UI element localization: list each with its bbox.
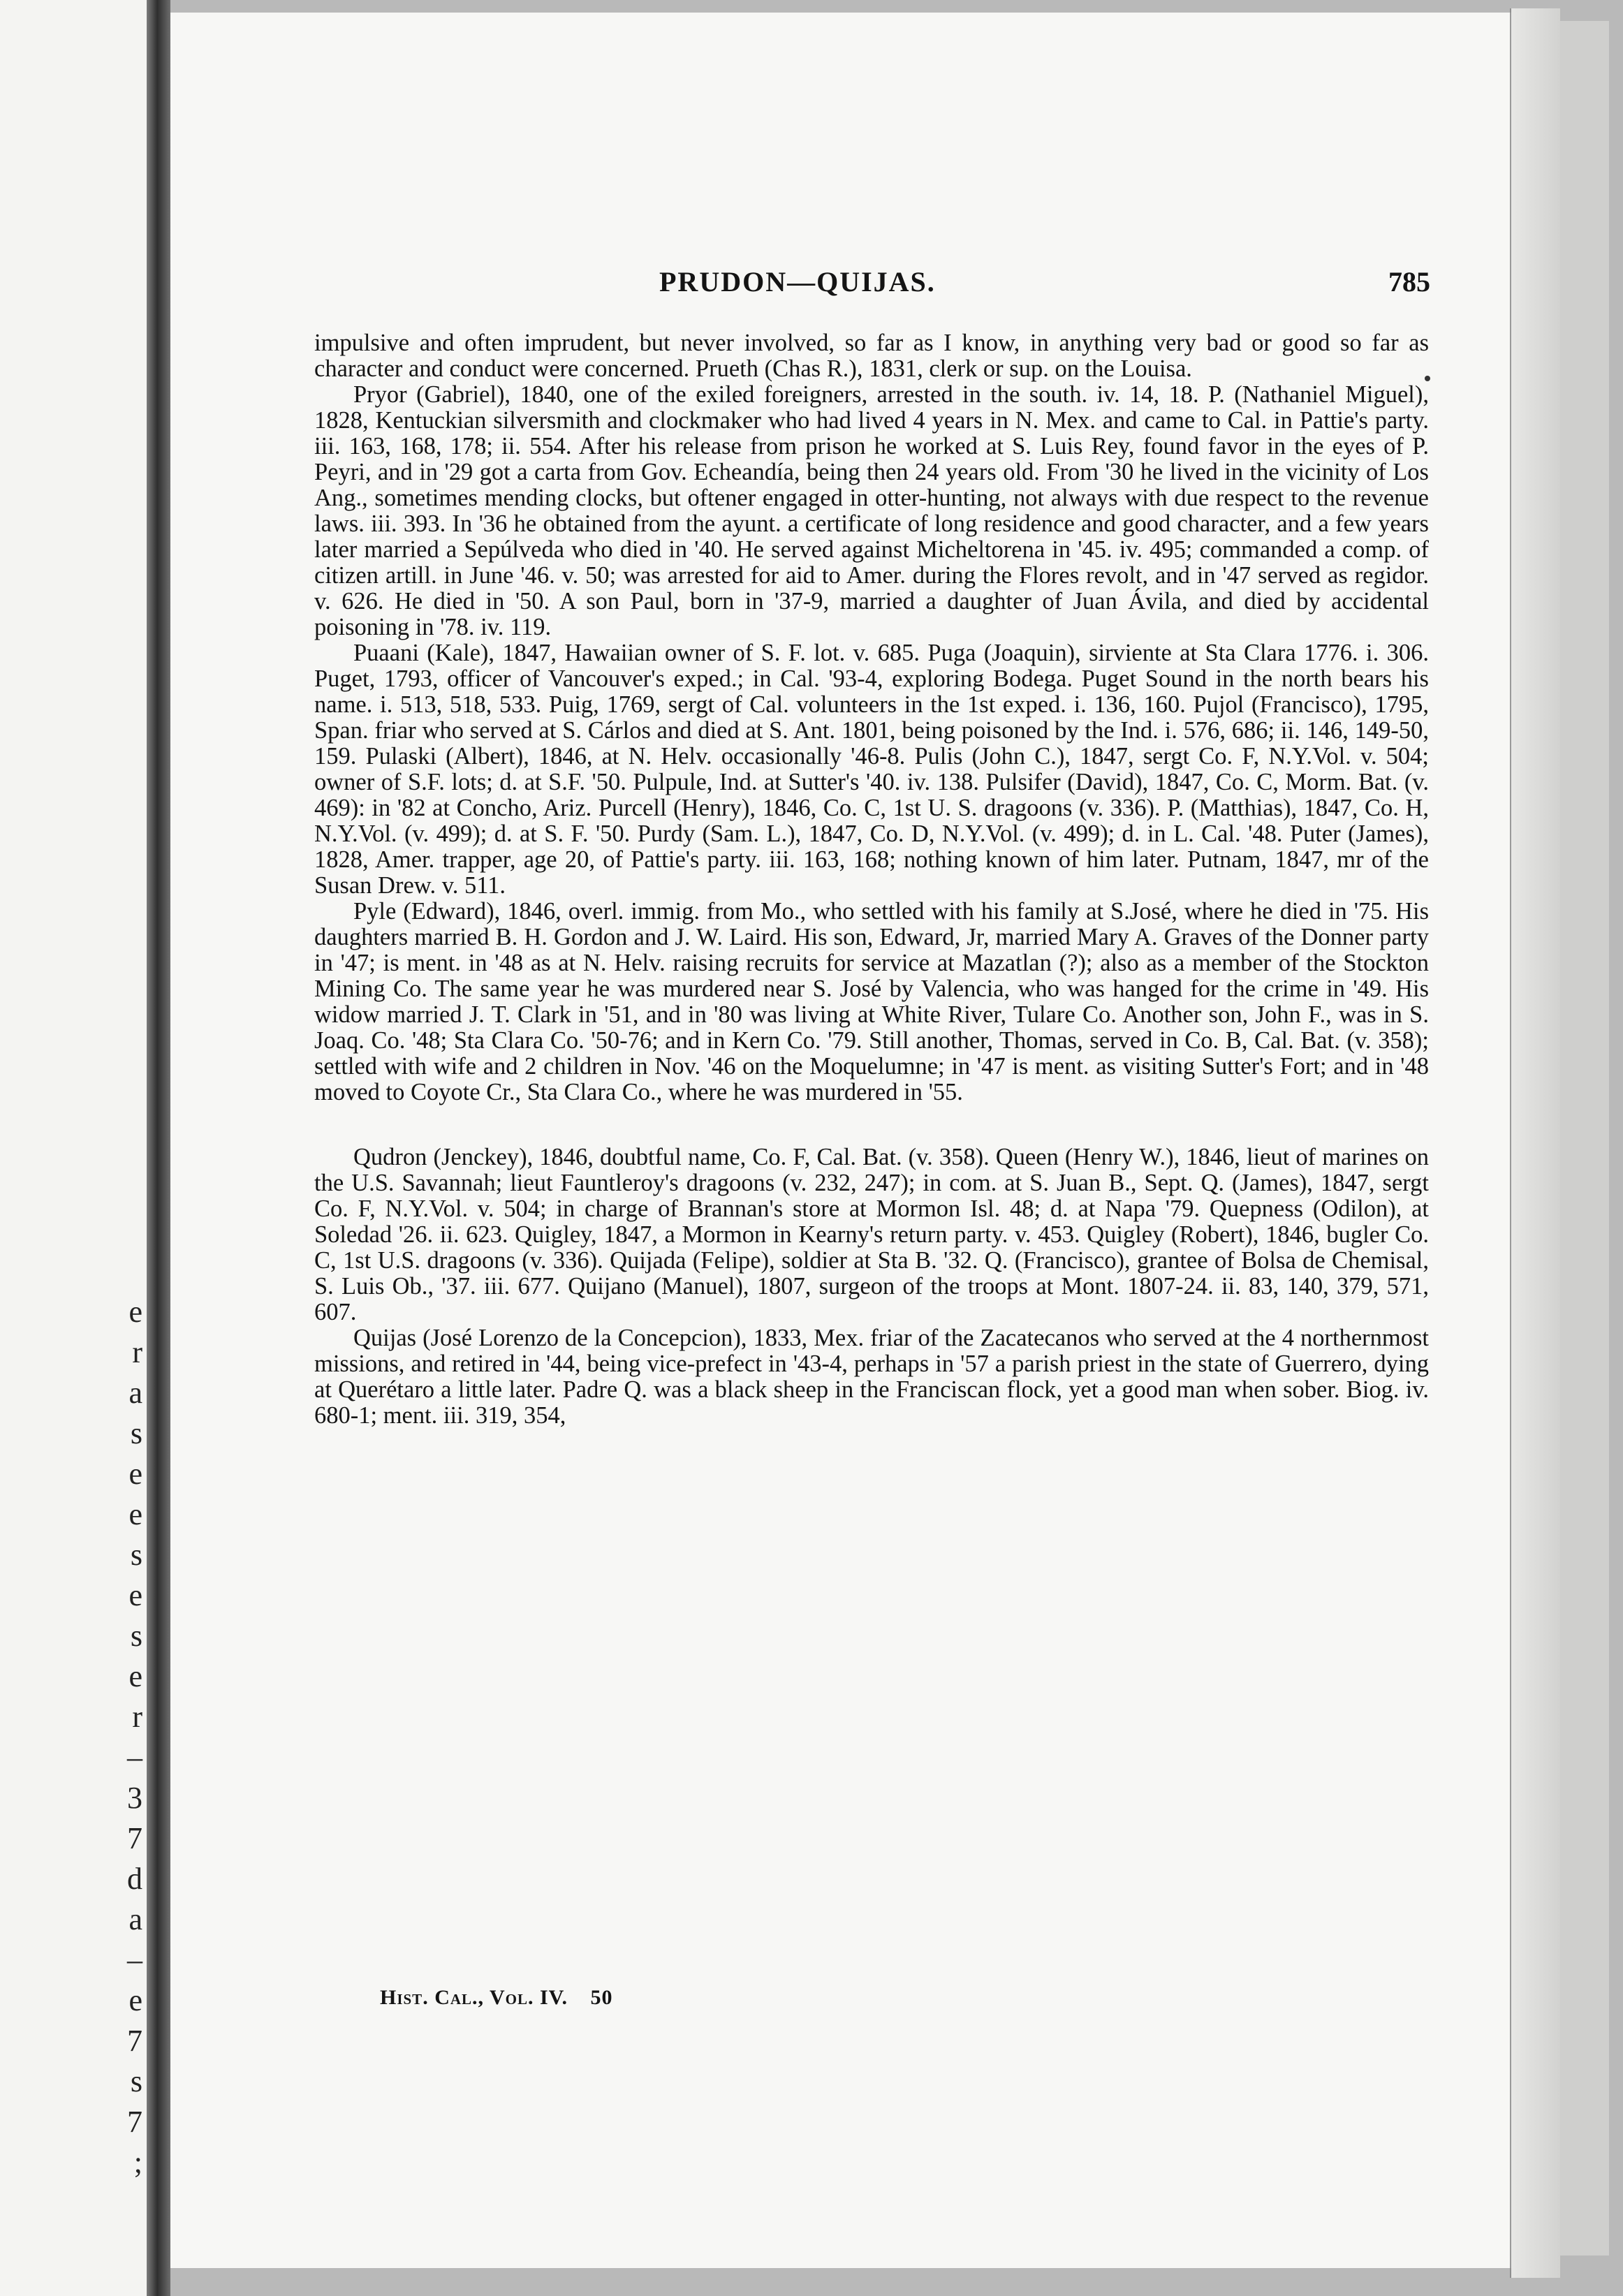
book-gutter bbox=[147, 0, 170, 2296]
facing-page-letter: r bbox=[132, 1335, 142, 1369]
facing-page-letter: s bbox=[130, 1538, 142, 1572]
facing-page-letter: 3 bbox=[127, 1781, 142, 1815]
facing-page-letter: e bbox=[128, 1497, 142, 1531]
facing-page-letter: 7 bbox=[127, 2105, 142, 2139]
entry-paragraph: Quijas (José Lorenzo de la Concepcion), 1833, Mex. friar of the Zacatecanos who served at the 4 northernmost missions, and retired in '44, being vice-prefect in '43-4, perhaps in '57 a parish priest in the state of Guerrero, dying at Querétaro a little later. Padre Q. was a black sheep in the Franciscan flock, yet a good man when sober. Biog. iv. 680-1; ment. iii. 319, 354, bbox=[314, 1325, 1429, 1429]
facing-page-letter: d bbox=[127, 1862, 142, 1896]
facing-page-letter: e bbox=[128, 1983, 142, 2017]
facing-page-letter: 7 bbox=[127, 2024, 142, 2058]
facing-page-letter: a bbox=[128, 1376, 142, 1410]
entry-paragraph: Qudron (Jenckey), 1846, doubtful name, Co. F, Cal. Bat. (v. 358). Queen (Henry W.), 1846, lieut of marines on the U.S. Savannah; lieut Fauntleroy's dragoons (v. 232, 247); in com. at S. Juan B., Sept. Q. (James), 1847, sergt Co. F, N.Y.Vol. v. 504; in charge of Brannan's store at Mormon Isl. 48; d. at Napa '79. Quepness (Odilon), at Soledad '26. ii. 623. Quigley, 1847, a Mormon in Kearny's return party. v. 453. Quigley (Robert), 1846, bugler Co. C, 1st U.S. dragoons (v. 336). Quijada (Felipe), soldier at Sta B. '32. Q. (Francisco), grantee of Bolsa de Chemisal, S. Luis Ob., '37. iii. 677. Quijano (Manuel), 1807, surgeon of the troops at Mont. 1807-24. ii. 83, 140, 379, 571, 607. bbox=[314, 1144, 1429, 1325]
page-number: 785 bbox=[1388, 266, 1430, 297]
page-stack-edge bbox=[1510, 8, 1560, 2278]
body-text bbox=[314, 330, 1429, 1429]
facing-page-letter: r bbox=[132, 1700, 142, 1734]
facing-page-letter: e bbox=[128, 1659, 142, 1693]
facing-page-letter: 7 bbox=[127, 1821, 142, 1855]
entry-paragraph: Pyle (Edward), 1846, overl. immig. from Mo., who settled with his family at S.José, where he died in '75. His daughters married B. H. Gordon and J. W. Laird. His son, Edward, Jr, married Mary A. Graves of the Donner party in '47; is ment. in '48 as at N. Helv. raising recruits for service at Mazatlan (?); also as a member of the Stockton Mining Co. The same year he was murdered near S. José by Valencia, who was hanged for the crime in '49. His widow married J. T. Clark in '51, and in '80 was living at White River, Tulare Co. Another son, John F., was in S. Joaq. Co. '48; Sta Clara Co. '50-76; and in Kern Co. '79. Still another, Thomas, served in Co. B, Cal. Bat. (v. 358); settled with wife and 2 children in Nov. '46 on the Moquelumne; in '47 is ment. as visiting Sutter's Fort; and in '48 moved to Coyote Cr., Sta Clara Co., where he was murdered in '55. bbox=[314, 898, 1429, 1105]
facing-page-letter: a bbox=[128, 1902, 142, 1936]
signature-mark bbox=[380, 1986, 612, 2010]
running-head bbox=[170, 265, 1510, 307]
facing-page-letter: e bbox=[128, 1457, 142, 1491]
facing-page-letters bbox=[122, 1292, 142, 2183]
running-title: PRUDON—QUIJAS. bbox=[659, 266, 936, 297]
entry-paragraph: impulsive and often imprudent, but never involved, so far as I know, in anything very bad or good so far as character and conduct were concerned. Prueth (Chas R.), 1831, clerk or sup. on the Louisa. bbox=[314, 330, 1429, 382]
signature-number: 50 bbox=[590, 1986, 613, 2009]
facing-page-letter: – bbox=[127, 1740, 142, 1774]
section-gap bbox=[314, 1105, 1429, 1145]
facing-page-letter: – bbox=[127, 1943, 142, 1977]
facing-page-edge bbox=[0, 0, 147, 2296]
entry-paragraph: Pryor (Gabriel), 1840, one of the exiled foreigners, arrested in the south. iv. 14, 18. P. (Nathaniel Miguel), 1828, Kentuckian silversmith and clockmaker who had lived 4 years in N. Mex. and came to Cal. in Pattie's party. iii. 163, 168, 178; ii. 554. After his release from prison he worked at S. Luis Rey, found favor in the eyes of P. Peyri, and in '29 got a carta from Gov. Echeandía, being then 24 years old. From '30 he lived in the vicinity of Los Ang., sometimes mending clocks, but oftener engaged in otter-hunting, not always with due respect to the revenue laws. iii. 393. In '36 he obtained from the ayunt. a certificate of long residence and good character, and a few years later married a Sepúlveda who died in '40. He served against Micheltorena in '45. iv. 495; commanded a comp. of citizen artill. in June '46. v. 50; was arrested for aid to Amer. during the Flores revolt, and in '47 served as regidor. v. 626. He died in '50. A son Paul, born in '37-9, married a daughter of Juan Ávila, and died by accidental poisoning in '78. iv. 119. bbox=[314, 381, 1429, 640]
signature-title: Hist. Cal., Vol. IV. bbox=[380, 1986, 568, 2009]
entry-paragraph: Puaani (Kale), 1847, Hawaiian owner of S. F. lot. v. 685. Puga (Joaquin), sirviente at Sta Clara 1776. i. 306. Puget, 1793, officer of Vancouver's exped.; in Cal. '93-4, exploring Bodega. Puget Sound in the north bears his name. i. 513, 518, 533. Puig, 1769, sergt of Cal. volunteers in the 1st exped. i. 136, 160. Pujol (Francisco), 1795, Span. friar who served at S. Cárlos and died at S. Ant. 1801, being poisoned by the Ind. i. 576, 686; ii. 146, 149-50, 159. Pulaski (Albert), 1846, at N. Helv. occasionally '46-8. Pulis (John C.), 1847, sergt Co. F, N.Y.Vol. v. 504; owner of S.F. lots; d. at S.F. '50. Pulpule, Ind. at Sutter's '40. iv. 138. Pulsifer (David), 1847, Co. C, Morm. Bat. (v. 469): in '82 at Concho, Ariz. Purcell (Henry), 1846, Co. C, 1st U. S. dragoons (v. 336). P. (Matthias), 1847, Co. H, N.Y.Vol. (v. 499); d. at S. F. '50. Purdy (Sam. L.), 1847, Co. D, N.Y.Vol. (v. 499); d. in L. Cal. '48. Puter (James), 1828, Amer. trapper, age 20, of Pattie's party. iii. 163, 168; nothing known of him later. Putnam, 1847, mr of the Susan Drew. v. 511. bbox=[314, 640, 1429, 899]
facing-page-letter: s bbox=[130, 1416, 142, 1450]
facing-page-letter: ; bbox=[133, 2145, 142, 2179]
facing-page-letter: e bbox=[128, 1295, 142, 1329]
book-page bbox=[170, 13, 1510, 2268]
ink-speck bbox=[1425, 376, 1430, 381]
facing-page-letter: e bbox=[128, 1578, 142, 1612]
facing-page-letter: s bbox=[130, 1619, 142, 1653]
page-stack-edge bbox=[1559, 21, 1609, 2255]
facing-page-letter: s bbox=[130, 2064, 142, 2098]
